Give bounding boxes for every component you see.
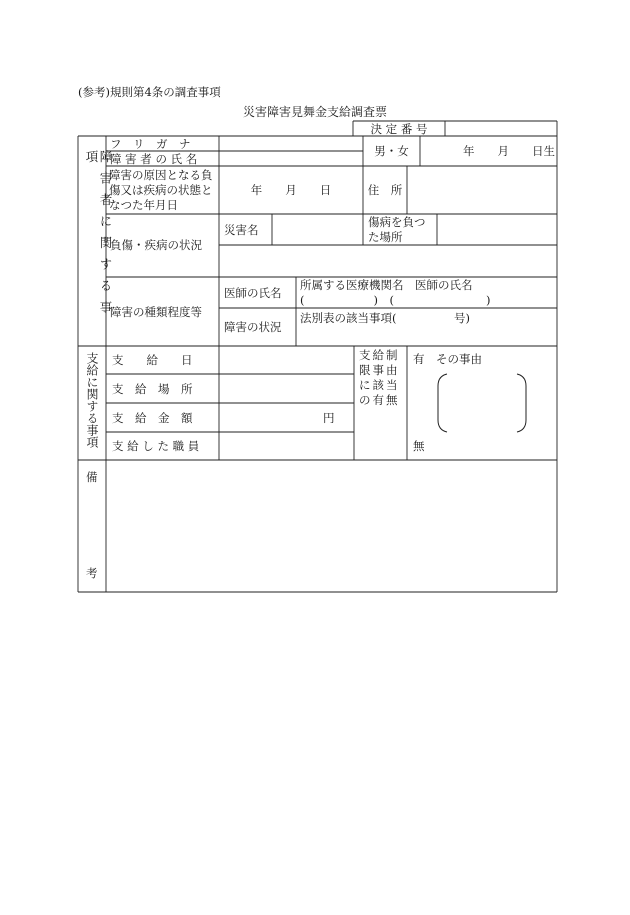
payment-amount-label: 支 給 金 額 xyxy=(112,411,193,425)
institution-paren-line: ( ) ( ) xyxy=(300,293,491,307)
remarks-label-bottom: 考 xyxy=(86,566,98,580)
section-payment-label: 支給に関する事項 xyxy=(85,352,99,448)
sex-option: 男・女 xyxy=(374,144,409,158)
birthdate-label: 年 月 日生 xyxy=(463,144,555,158)
injury-date-value: 年 月 日 xyxy=(250,183,332,197)
injury-status-label: 負傷・疾病の状況 xyxy=(110,238,202,252)
decision-number-label: 決 定 番 号 xyxy=(370,122,428,136)
section-victim-label: 障害者に関する事項 xyxy=(84,150,113,322)
payment-staff-label: 支 給 し た 職 員 xyxy=(112,439,200,453)
restriction-label: 支給制限事由に該当の有無 xyxy=(359,348,400,407)
disability-state-label: 障害の状況 xyxy=(224,320,282,334)
address-label: 住 所 xyxy=(367,183,403,197)
restriction-no: 無 xyxy=(413,439,425,453)
furigana-label: フ リ ガ ナ xyxy=(110,137,191,151)
disability-degree-label: 障害の種類程度等 xyxy=(110,305,202,319)
injury-place-label: 傷病を負つた場所 xyxy=(368,215,426,244)
victim-name-label: 障 害 者 の 氏 名 xyxy=(110,152,198,166)
institution-line: 所属する医療機関名 医師の氏名 xyxy=(300,278,473,292)
reference-note: (参考)規則第4条の調査事項 xyxy=(78,85,221,99)
restriction-yes-reason: 有 その事由 xyxy=(413,352,482,366)
doctor-name-label: 医師の氏名 xyxy=(224,286,282,300)
injury-date-label: 障害の原因となる負傷又は疾病の状態となつた年月日 xyxy=(109,168,213,212)
payment-date-label: 支 給 日 xyxy=(112,353,193,367)
remarks-label-top: 備 xyxy=(86,470,98,484)
annex-table-label: 法別表の該当事項( 号) xyxy=(300,311,470,325)
payment-place-label: 支 給 場 所 xyxy=(112,382,193,396)
yen-unit: 円 xyxy=(323,411,335,425)
disaster-name-label: 災害名 xyxy=(224,223,259,237)
form-title: 災害障害見舞金支給調査票 xyxy=(242,105,387,119)
